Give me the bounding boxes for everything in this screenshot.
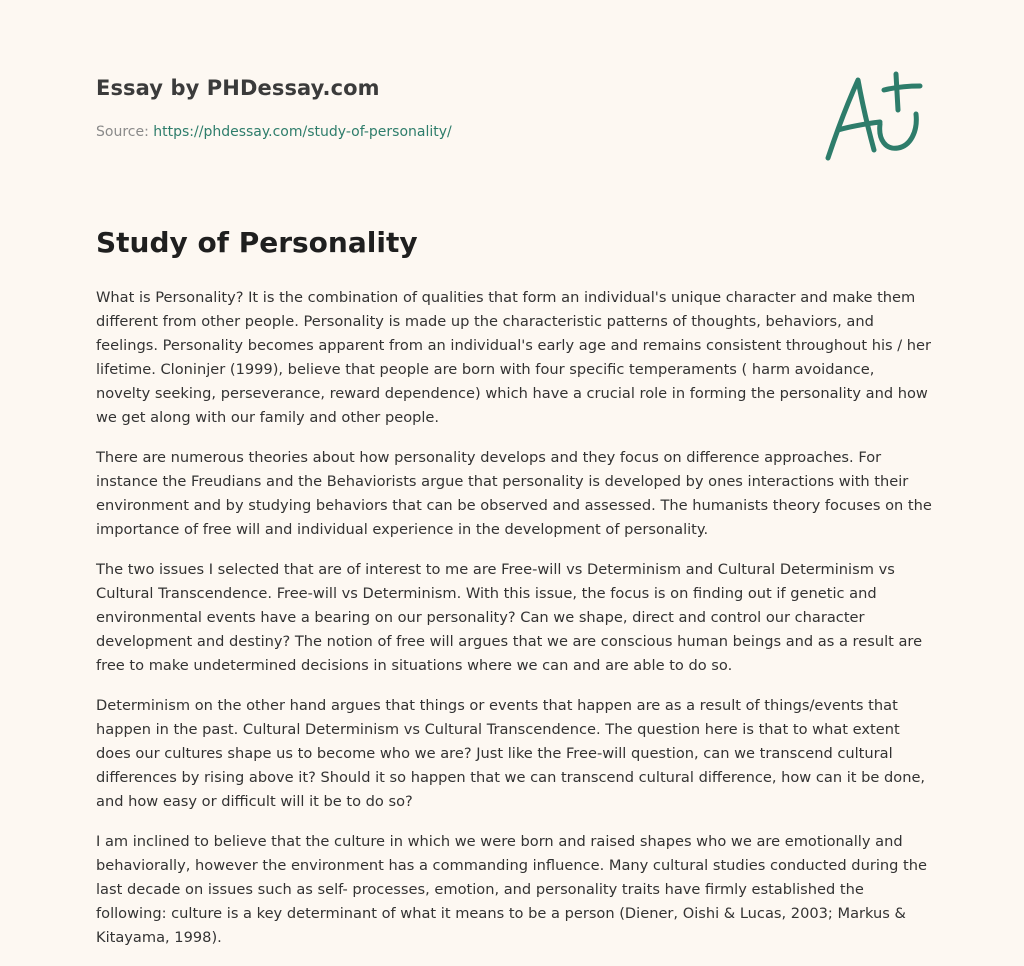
source-label: Source: bbox=[96, 124, 149, 140]
essay-paragraph: There are numerous theories about how personality develops and they focus on difference approaches. For instance the Freudians and the Behaviorists argue that personality is developed by ones interactions with their environment and by studying behaviors that can be observed and assessed. The humanists theory focuses on the importance of free will and individual experience in the development of personality. bbox=[96, 449, 932, 538]
site-title: Essay by PHDessay.com bbox=[96, 76, 380, 100]
source-link[interactable]: https://phdessay.com/study-of-personality/ bbox=[153, 124, 452, 140]
essay-paragraph: What is Personality? It is the combination of qualities that form an individual's unique character and make them different from other people. Personality is made up the characteristic patterns of thoughts, behaviors, and feelings. Personality becomes apparent from an individual's early age and remains consistent throughout his / her lifetime. Cloninjer (1999), believe that people are born with four specific temperaments ( harm avoidance, novelty seeking, perseverance, reward dependence) which have a crucial role in forming the personality and how we get along with our family and other people. bbox=[96, 289, 932, 426]
source-line bbox=[96, 124, 452, 140]
essay-body bbox=[96, 286, 932, 966]
essay-paragraph: The two issues I selected that are of interest to me are Free-will vs Determinism and Cultural Determinism vs Cultural Transcendence. Free-will vs Determinism. With this issue, the focus is on finding out if genetic and environmental events have a bearing on our personality? Can we shape, direct and control our character development and destiny? The notion of free will argues that we are conscious human beings and as a result are free to make undetermined decisions in situations where we can and are able to do so. bbox=[96, 561, 923, 674]
essay-title: Study of Personality bbox=[96, 226, 418, 259]
a-plus-logo-icon bbox=[818, 66, 930, 166]
essay-paragraph: I am inclined to believe that the culture in which we were born and raised shapes who we are emotionally and behaviorally, however the environment has a commanding influence. Many cultural studies conducted during the last decade on issues such as self- processes, emotion, and personality traits have firmly established the following: culture is a key determinant of what it means to be a person (Diener, Oishi & Lucas, 2003; Markus & Kitayama, 1998). bbox=[96, 833, 927, 946]
essay-paragraph: Determinism on the other hand argues that things or events that happen are as a result of things/events that happen in the past. Cultural Determinism vs Cultural Transcendence. The question here is that to what extent does our cultures shape us to become who we are? Just like the Free-will question, can we transcend cultural differences by rising above it? Should it so happen that we can transcend cultural difference, how can it be done, and how easy or difficult will it be to do so? bbox=[96, 697, 926, 810]
